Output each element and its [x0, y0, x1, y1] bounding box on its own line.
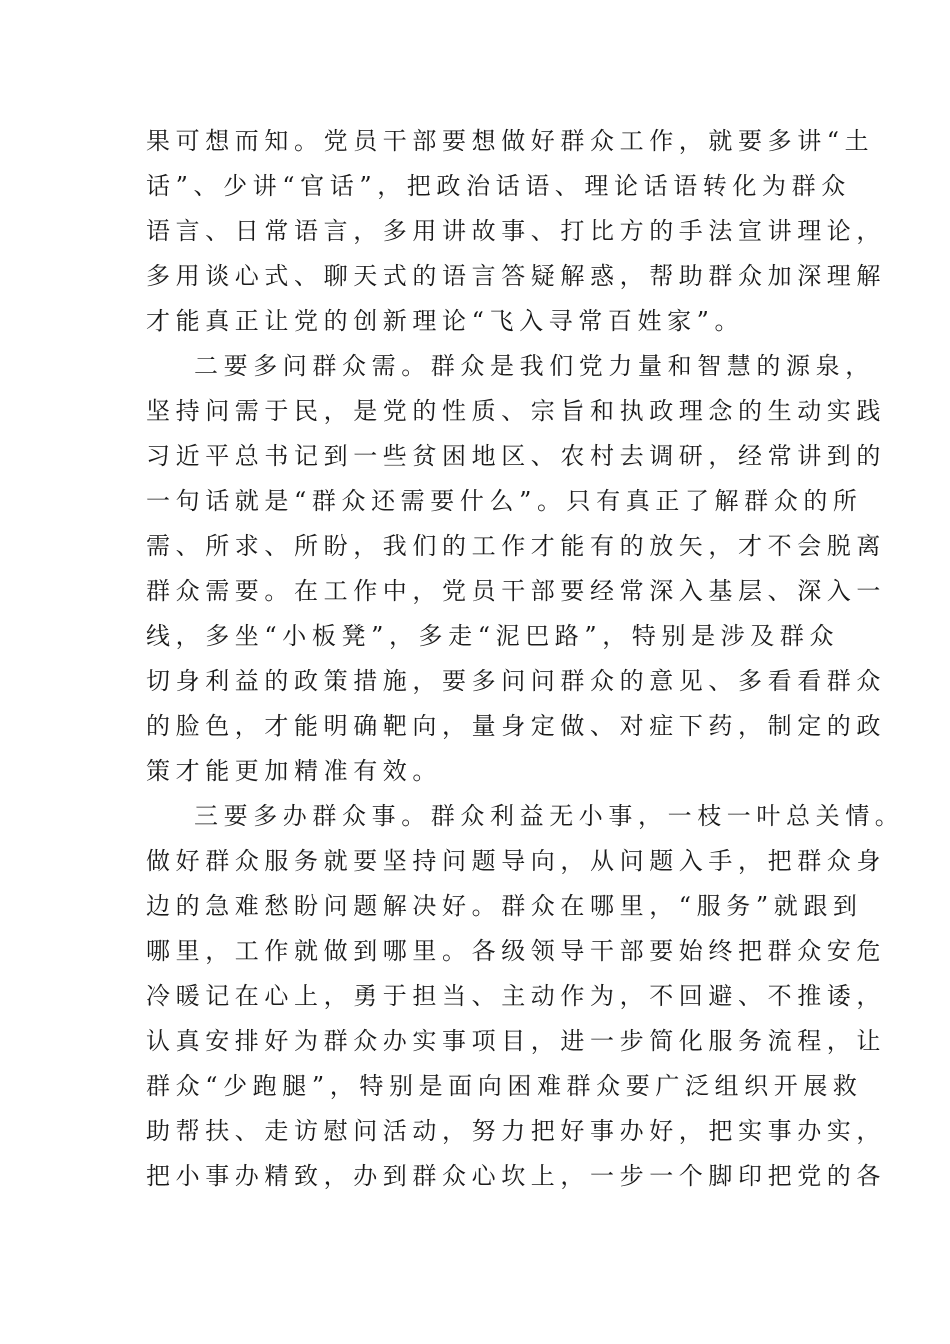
text-line: 坚持问需于民，是党的性质、宗旨和执政理念的生动实践: [146, 397, 886, 425]
paragraph-start-line: 二要多问群众需。群众是我们党力量和智慧的源泉，: [194, 352, 875, 380]
text-line: 群众“少跑腿”，特别是面向困难群众要广泛组织开展救: [146, 1072, 863, 1100]
text-line: 语言、日常语言，多用讲故事、打比方的手法宣讲理论，: [146, 217, 886, 245]
text-line: 线，多坐“小板凳”，多走“泥巴路”，特别是涉及群众: [146, 622, 840, 650]
text-line: 哪里，工作就做到哪里。各级领导干部要始终把群众安危: [146, 937, 886, 965]
text-line: 一句话就是“群众还需要什么”。只有真正了解群众的所: [146, 487, 863, 515]
text-line: 需、所求、所盼，我们的工作才能有的放矢，才不会脱离: [146, 532, 886, 560]
text-line: 助帮扶、走访慰问活动，努力把好事办好，把实事办实，: [146, 1117, 886, 1145]
text-line: 果可想而知。党员干部要想做好群众工作，就要多讲“土: [146, 127, 875, 155]
text-line: 群众需要。在工作中，党员干部要经常深入基层、深入一: [146, 577, 886, 605]
text-line: 策才能更加精准有效。: [146, 757, 442, 785]
text-line: 边的急难愁盼问题解决好。群众在哪里，“服务”就跟到: [146, 892, 863, 920]
text-line: 才能真正让党的创新理论“飞入寻常百姓家”。: [146, 307, 745, 335]
text-line: 习近平总书记到一些贫困地区、农村去调研，经常讲到的: [146, 442, 886, 470]
text-line: 切身利益的政策措施，要多问问群众的意见、多看看群众: [146, 667, 886, 695]
paragraph-start-line: 三要多办群众事。群众利益无小事，一枝一叶总关情。: [194, 802, 905, 830]
text-line: 的脸色，才能明确靶向，量身定做、对症下药，制定的政: [146, 712, 886, 740]
text-line: 把小事办精致，办到群众心坎上，一步一个脚印把党的各: [146, 1162, 886, 1190]
text-line: 多用谈心式、聊天式的语言答疑解惑，帮助群众加深理解: [146, 262, 886, 290]
text-line: 话”、少讲“官话”，把政治话语、理论话语转化为群众: [146, 172, 851, 200]
text-line: 冷暖记在心上，勇于担当、主动作为，不回避、不推诿，: [146, 982, 886, 1010]
text-line: 做好群众服务就要坚持问题导向，从问题入手，把群众身: [146, 847, 886, 875]
text-line: 认真安排好为群众办实事项目，进一步简化服务流程，让: [146, 1027, 886, 1055]
